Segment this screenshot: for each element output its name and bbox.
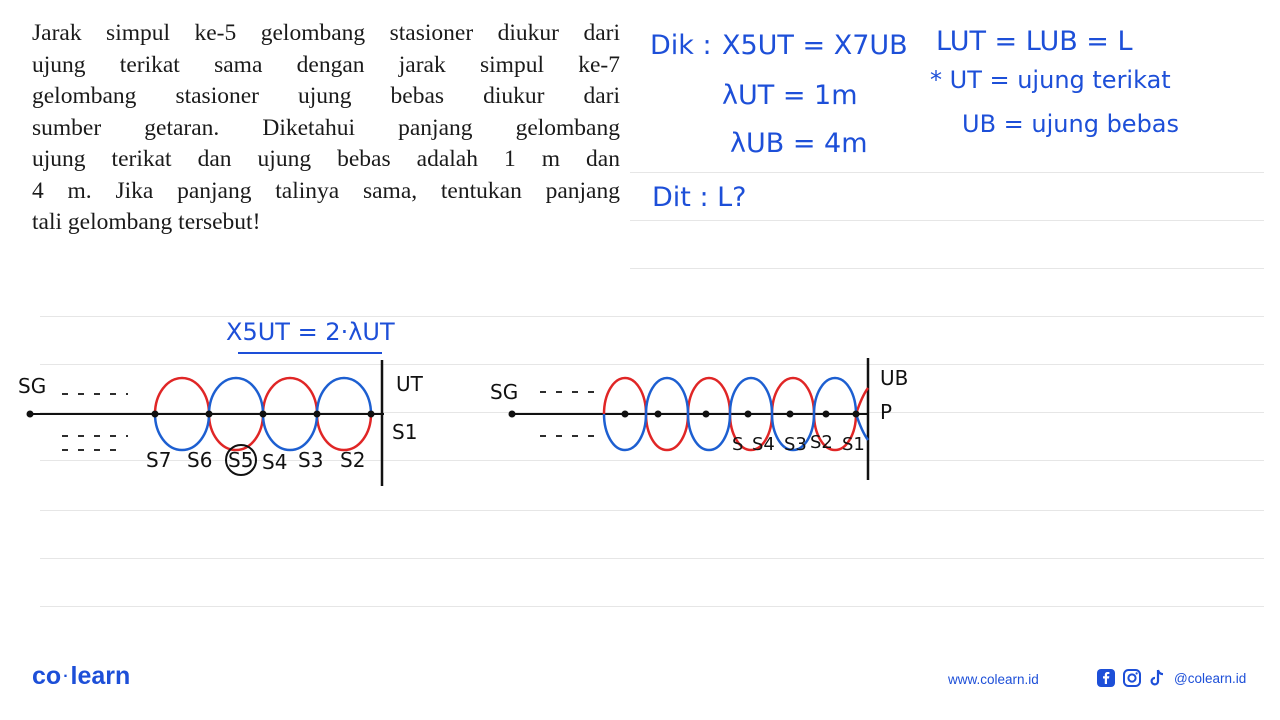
node-dot [655,411,662,418]
free-end-label: UB [880,366,909,390]
problem-line: Jarak simpul ke-5 gelombang stasioner diukur dari [32,20,620,46]
node-label: S2 [810,432,833,453]
node-label highlight: S5 [228,448,254,472]
node-dot [622,411,629,418]
definition-fixed-end: * UT = ujung terikat [930,66,1171,94]
node-dot [853,411,860,418]
given-equation-nodes: X5UT = X7UB [722,30,908,61]
node-dot [823,411,830,418]
source-label: SG [18,374,47,398]
dik-label: Dik : [650,30,712,61]
node-label: S1 [392,420,418,444]
logo-text-left: co [32,662,62,690]
logo-text-right: learn [70,662,131,690]
node-dot [745,411,752,418]
node-label: S3 [784,434,807,455]
problem-line: gelombang stasioner ujung bebas diukur dari [32,83,620,109]
node-label: S3 [298,448,324,472]
given-wavelength-free: λUB = 4m [730,128,868,159]
node-dot [787,411,794,418]
tiktok-icon[interactable] [1148,668,1166,688]
problem-line: ujung terikat sama dengan jarak simpul ke-7 [32,51,620,78]
fixed-end-label: UT [396,372,423,396]
given-wavelength-fixed: λUT = 1m [722,80,858,111]
source-label: SG [490,380,519,404]
instagram-icon[interactable] [1122,668,1142,688]
wave-source-dot [509,411,516,418]
problem-line: sumber getaran. Diketahui panjang gelombang [32,114,620,141]
facebook-icon[interactable] [1096,668,1116,688]
definition-free-end: UB = ujung bebas [962,110,1180,138]
node-label: S4 [262,450,288,474]
logo-dot: · [63,668,69,686]
equal-length-note: LUT = LUB = L [936,26,1133,57]
point-label: P [880,400,893,424]
node-label: S7 [146,448,172,472]
colearn-logo[interactable] [32,662,130,691]
asked-label: Dit : L? [652,182,747,213]
problem-line: ujung terikat dan ujung bebas adalah 1 m dan [32,146,620,172]
node-label: S1 [842,434,865,455]
diagram-formula: X5UT = 2·λUT [226,318,395,346]
node-label: S6 [187,448,213,472]
problem-line: 4 m. Jika panjang talinya sama, tentukan panjang [32,177,620,204]
problem-line: tali gelombang tersebut! [32,209,261,235]
node-label: S4 [752,434,775,455]
social-handle[interactable]: @colearn.id [1174,670,1247,686]
node-label: S2 [340,448,366,472]
website-link[interactable]: www.colearn.id [948,672,1039,687]
node-label: S [732,434,744,455]
node-dot [703,411,710,418]
social-links [1096,668,1246,688]
